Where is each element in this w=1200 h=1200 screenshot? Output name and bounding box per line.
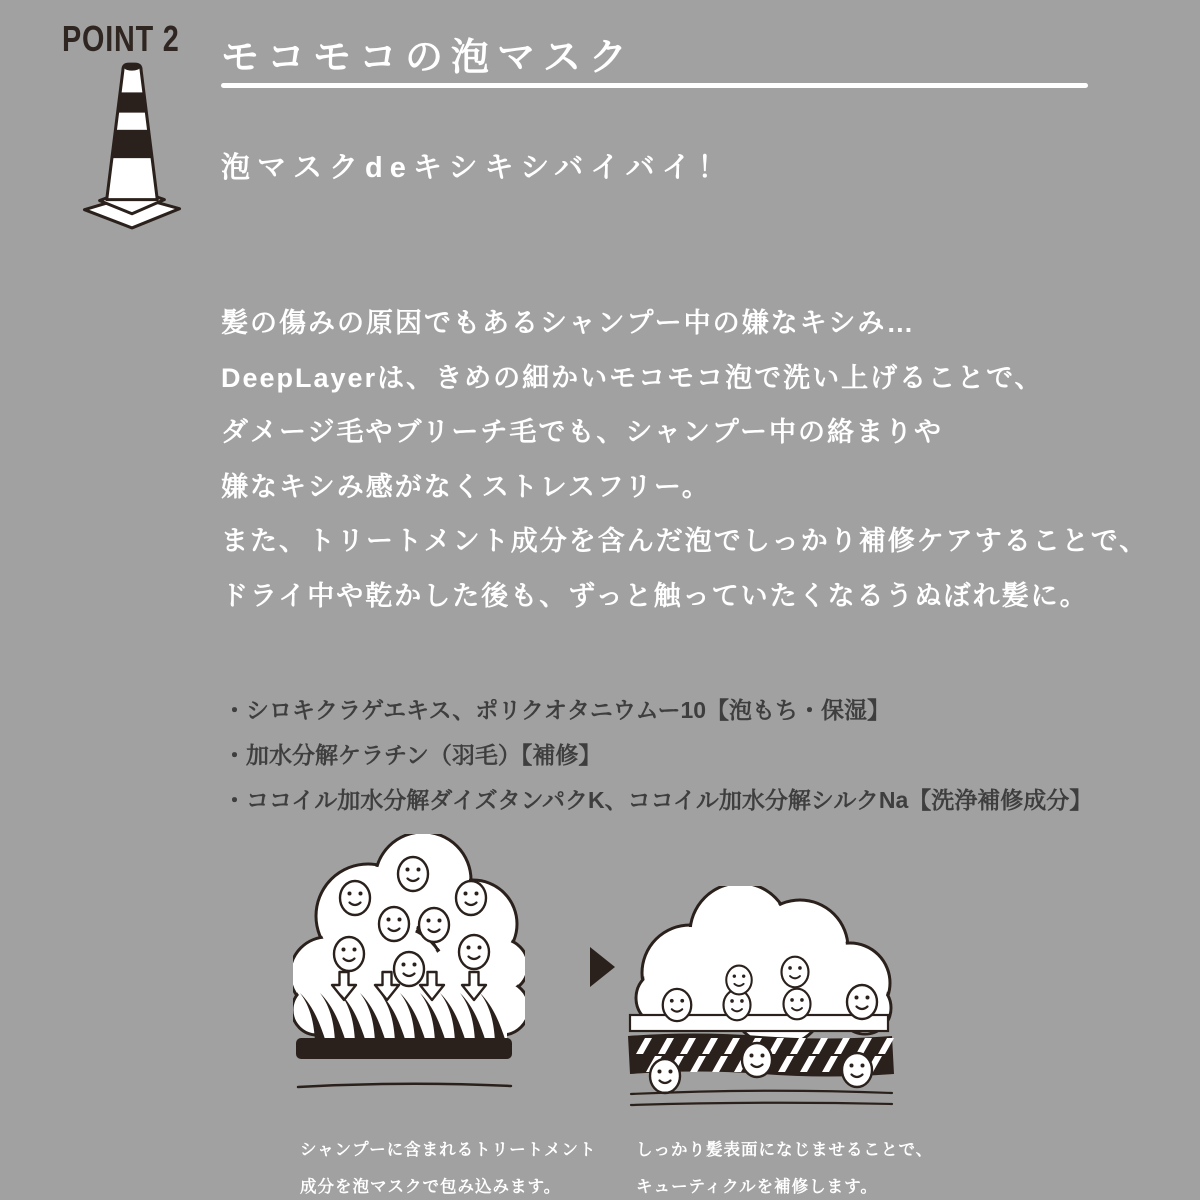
hair-strand-line [631,1103,892,1105]
ingredients-list [223,688,1092,823]
cone-top-opening [124,64,140,71]
description-paragraph [221,296,1148,623]
before-caption [300,1132,597,1200]
caption-line: しっかり髪表面になじませることで、 [636,1141,934,1159]
description-line: また、トリートメント成分を含んだ泡でしっかり補修ケアすることで、 [221,526,1149,556]
foam-mask-illustration [293,834,525,1106]
page-title: モコモコの泡マスク [221,37,636,79]
caption-line: 成分を泡マスクで包み込みます。 [300,1178,562,1196]
hair-strand-line [298,1084,511,1087]
description-line: ダメージ毛やブリーチ毛でも、シャンプー中の絡まりや [221,417,944,447]
description-line: ドライ中や乾かした後も、ずっと触っていたくなるうぬぼれ髪に。 [221,580,1089,611]
description-line: 嫌なキシみ感がなくストレスフリー。 [221,471,711,502]
point-number-label: POINT 2 [62,18,180,59]
caption-line: キューティクルを補修します。 [636,1178,878,1196]
page-subtitle: 泡マスクdeキシキシバイバイ！ [221,152,734,184]
ingredient-item: ・シロキクラゲエキス、ポリクオタニウムー10【泡もち・保湿】 [223,697,891,723]
description-line: 髪の傷みの原因でもあるシャンプー中の嫌なキシみ… [221,308,916,338]
right-arrow-triangle-icon [590,947,615,987]
cuticle-repair-illustration [628,886,898,1118]
ingredient-item: ・加水分解ケラチン（羽毛）【補修】 [223,742,602,768]
traffic-cone-icon [76,56,188,236]
title-underline [221,83,1088,88]
after-caption [636,1132,933,1200]
caption-line: シャンプーに含まれるトリートメント [300,1141,597,1159]
description-line: DeepLayerは、きめの細かいモコモコ泡で洗い上げることで、 [221,362,1044,393]
ingredient-item: ・ココイル加水分解ダイズタンパクK、ココイル加水分解シルクNa【洗浄補修成分】 [223,787,1093,813]
